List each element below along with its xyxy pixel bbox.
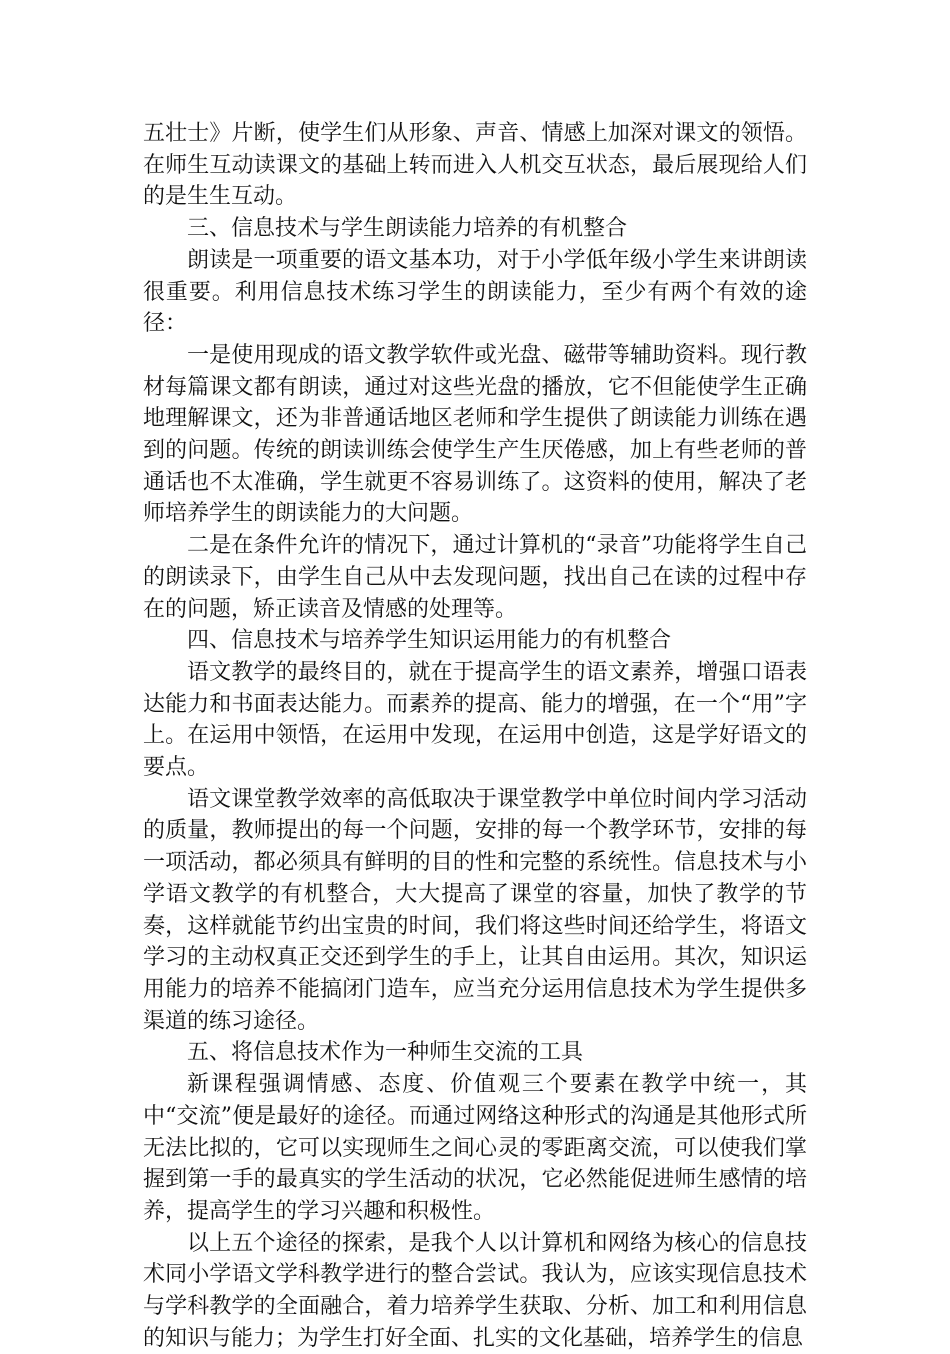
section-heading-5: 五、将信息技术作为一种师生交流的工具	[187, 1040, 584, 1066]
section-heading-4: 四、信息技术与培养学生知识运用能力的有机整合	[187, 628, 672, 654]
section-heading-3: 三、信息技术与学生朗读能力培养的有机整合	[187, 216, 628, 242]
paragraph: 新课程强调情感、态度、价值观三个要素在教学中统一，其中“交流”便是最好的途径。而通过网络这种形式的沟通是其他形式所无法比拟的，它可以实现师生之间心灵的零距离交流，可以使我们掌握到第一手的最真实的学生活动的状况，它必然能促进师生感情的培养，提高学生的学习兴趣和积极性。	[143, 1072, 807, 1224]
paragraph: 语文课堂教学效率的高低取决于课堂教学中单位时间内学习活动的质量，教师提出的每一个问题，安排的每一个教学环节，安排的每一项活动，都必须具有鲜明的目的性和完整的系统性。信息技术与小学语文教学的有机整合，大大提高了课堂的容量，加快了教学的节奏，这样就能节约出宝贵的时间，我们将这些时间还给学生，将语文学习的主动权真正交还到学生的手上，让其自由运用。其次，知识运用能力的培养不能搞闭门造车，应当充分运用信息技术为学生提供多渠道的练习途径。	[143, 786, 807, 1034]
paragraph: 语文教学的最终目的，就在于提高学生的语文素养，增强口语表达能力和书面表达能力。而素养的提高、能力的增强，在一个“用”字上。在运用中领悟，在运用中发现，在运用中创造，这是学好语文的要点。	[143, 659, 807, 781]
paragraph: 朗读是一项重要的语文基本功，对于小学低年级小学生来讲朗读很重要。利用信息技术练习学生的朗读能力，至少有两个有效的途径：	[143, 247, 807, 337]
paragraph: 以上五个途径的探索，是我个人以计算机和网络为核心的信息技术同小学语文学科教学进行的整合尝试。我认为，应该实现信息技术与学科教学的全面融合，着力培养学生获取、分析、加工和利用信息的知识与能力；为学生打好全面、扎实的文化基础，培养学生的信息	[143, 1230, 807, 1351]
paragraph: 二是在条件允许的情况下，通过计算机的“录音”功能将学生自己的朗读录下，由学生自己从中去发现问题，找出自己在读的过程中存在的问题，矫正读音及情感的处理等。	[143, 533, 807, 622]
paragraph-continuation: 五壮士》片断，使学生们从形象、声音、情感上加深对课文的领悟。在师生互动读课文的基础上转而进入人机交互状态，最后展现给人们的是生生互动。	[143, 121, 807, 210]
document-body	[143, 118, 807, 1354]
paragraph: 一是使用现成的语文教学软件或光盘、磁带等辅助资料。现行教材每篇课文都有朗读，通过对这些光盘的播放，它不但能使学生正确地理解课文，还为非普通话地区老师和学生提供了朗读能力训练在遇到的问题。传统的朗读训练会使学生产生厌倦感，加上有些老师的普通话也不太准确，学生就更不容易训练了。这资料的使用，解决了老师培养学生的朗读能力的大问题。	[143, 342, 807, 527]
